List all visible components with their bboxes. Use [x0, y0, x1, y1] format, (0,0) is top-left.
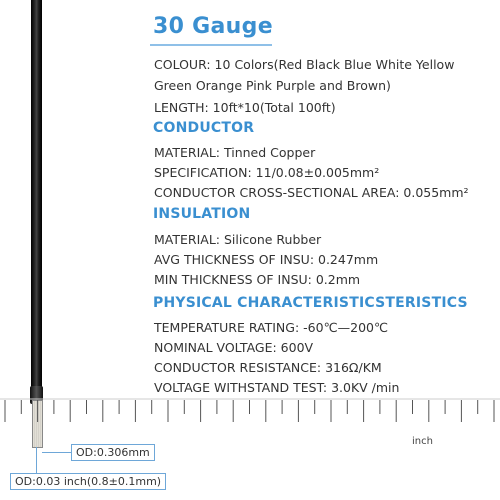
insulation-avg-thickness: AVG THICKNESS OF INSU: 0.247mm: [154, 252, 379, 267]
page-title: 30 Gauge: [153, 14, 273, 39]
conductor-heading: CONDUCTOR: [153, 120, 255, 136]
ruler-unit-label: inch: [412, 436, 433, 447]
title-underline: [150, 44, 272, 46]
conductor-area: CONDUCTOR CROSS-SECTIONAL AREA: 0.055mm²: [154, 185, 469, 200]
temperature-rating: TEMPERATURE RATING: -60℃—200℃: [154, 320, 389, 335]
conductor-specification: SPECIFICATION: 11/0.08±0.005mm²: [154, 165, 380, 180]
insulation-material: MATERIAL: Silicone Rubber: [154, 232, 322, 247]
colour-line-2: Green Orange Pink Purple and Brown): [154, 78, 391, 93]
conductor-resistance: CONDUCTOR RESISTANCE: 316Ω/KM: [154, 360, 382, 375]
nominal-voltage: NOMINAL VOLTAGE: 600V: [154, 340, 314, 355]
voltage-withstand-test: VOLTAGE WITHSTAND TEST: 3.0KV /min: [154, 380, 400, 395]
wire-image: [31, 0, 42, 392]
insulation-heading: INSULATION: [153, 206, 251, 222]
od-inch-leader: [36, 447, 37, 473]
insulation-min-thickness: MIN THICKNESS OF INSU: 0.2mm: [154, 272, 361, 287]
od-inch-callout: OD:0.03 inch(0.8±0.1mm): [10, 473, 166, 490]
ruler-ticks: [5, 400, 494, 422]
od-mm-leader: [42, 452, 71, 453]
conductor-material: MATERIAL: Tinned Copper: [154, 145, 316, 160]
colour-line-1: COLOUR: 10 Colors(Red Black Blue White Yellow: [154, 57, 455, 72]
length-line: LENGTH: 10ft*10(Total 100ft): [154, 100, 336, 115]
physical-heading: PHYSICAL CHARACTERISTICSTERISTICS: [153, 295, 468, 311]
od-mm-callout: OD:0.306mm: [71, 444, 155, 461]
